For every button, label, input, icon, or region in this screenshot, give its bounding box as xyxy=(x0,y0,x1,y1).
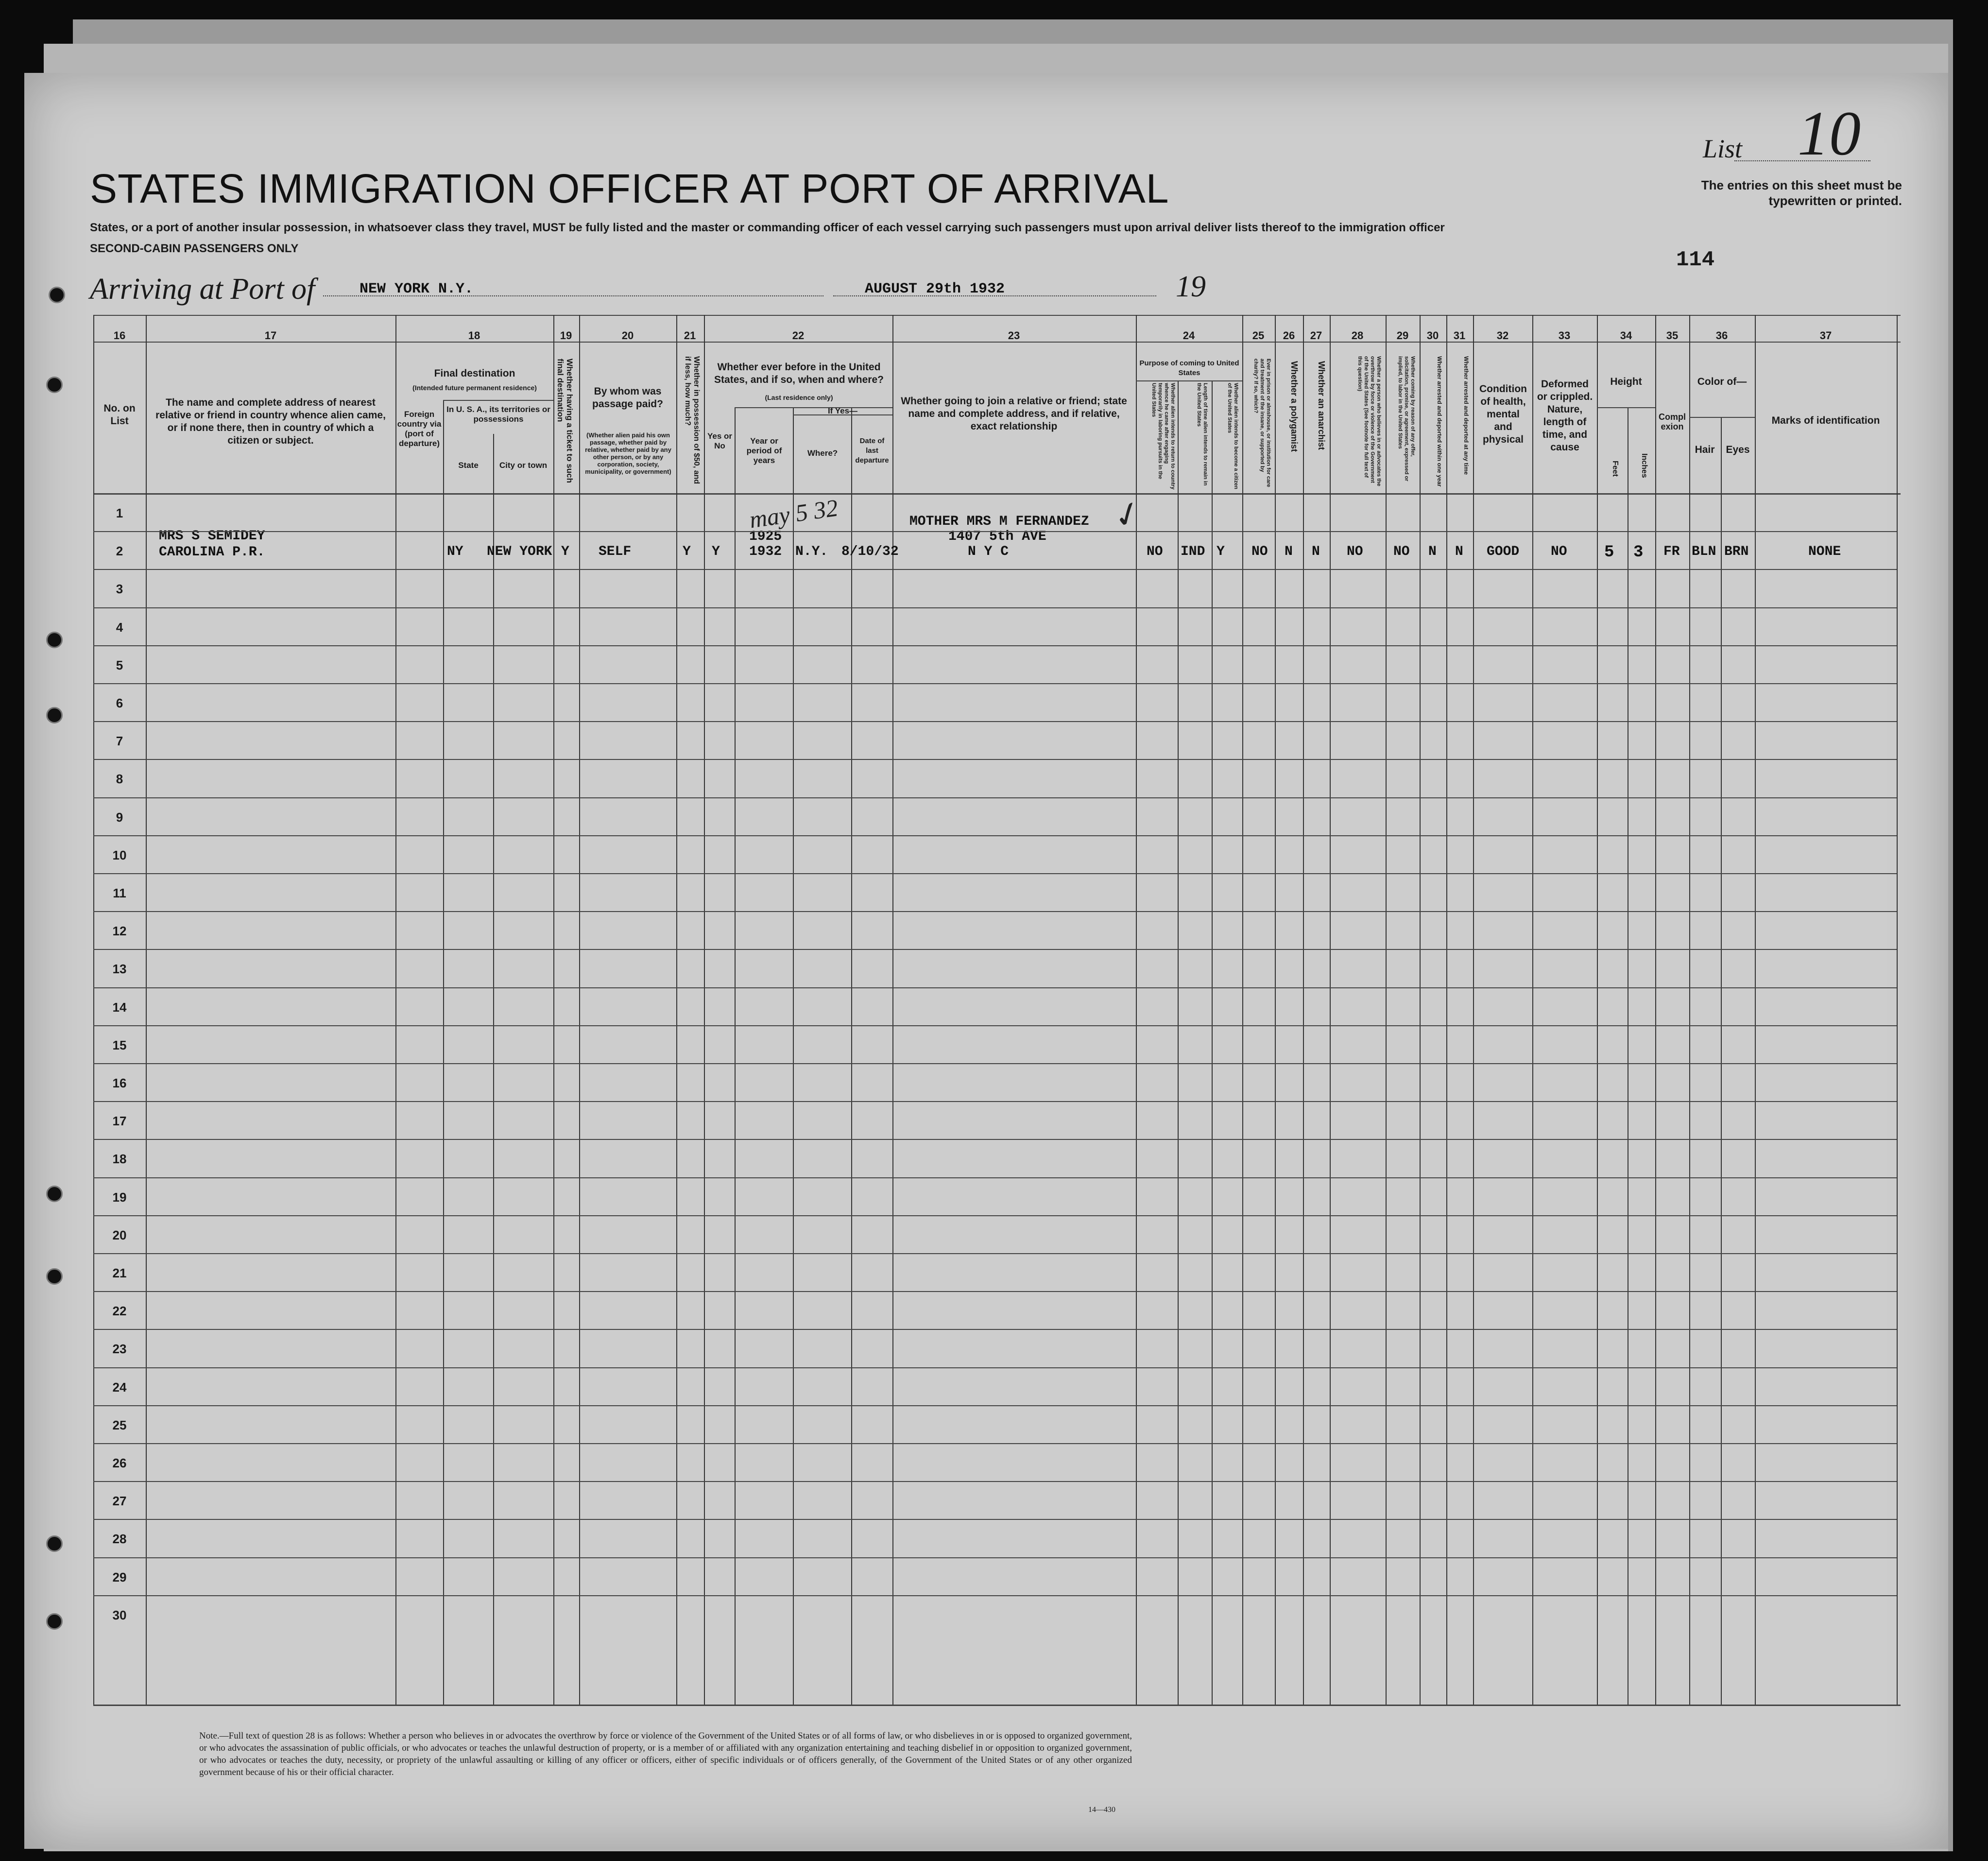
header-anarchist: Whether an anarchist xyxy=(1317,361,1326,450)
port-value: NEW YORK N.Y. xyxy=(360,281,474,297)
eyes-value: BRN xyxy=(1724,544,1749,559)
row-rule xyxy=(93,1177,1897,1178)
header-in-usa: In U. S. A., its territories or possessions xyxy=(446,405,550,424)
hair-value: BLN xyxy=(1692,544,1716,559)
col-line xyxy=(676,315,677,1705)
col-line xyxy=(1897,315,1898,1705)
row-rule xyxy=(93,1291,1897,1292)
col-line xyxy=(1473,315,1474,1705)
row-number: 26 xyxy=(112,1456,127,1470)
marks-value: NONE xyxy=(1808,544,1841,559)
col-number: 31 xyxy=(1453,329,1466,342)
header-prison: Ever in prison or almshouse, or institution for care and treatment of the insane, or supported by charity? If so, which? xyxy=(1253,359,1271,487)
col-number: 19 xyxy=(560,329,572,342)
list-label: List xyxy=(1703,134,1743,163)
row-number: 2 xyxy=(116,544,123,559)
header-before-in-us: Whether ever before in the United States, and if so, when and where? xyxy=(714,362,884,385)
binder-hole xyxy=(46,1535,63,1552)
sheet-number: 114 xyxy=(1676,248,1715,272)
col-line xyxy=(1178,380,1179,1705)
header-hair: Hair xyxy=(1695,444,1715,455)
col-number: 27 xyxy=(1310,329,1322,342)
col-line xyxy=(1532,315,1533,1705)
col-line xyxy=(1386,315,1387,1705)
col-line xyxy=(395,315,396,1705)
row-number: 21 xyxy=(112,1266,127,1280)
row-rule xyxy=(93,721,1897,722)
row-rule xyxy=(93,1215,1897,1216)
binder-hole xyxy=(49,287,65,303)
col-number: 34 xyxy=(1620,329,1632,342)
row-rule xyxy=(93,911,1897,912)
col-number: 33 xyxy=(1558,329,1571,342)
col-line xyxy=(493,434,494,1705)
row-rule xyxy=(93,1481,1897,1482)
form-title: STATES IMMIGRATION OFFICER AT PORT OF ARRIVAL xyxy=(90,166,1169,211)
row-number: 12 xyxy=(112,924,127,939)
arriving-label: Arriving at Port of xyxy=(90,273,315,306)
col-line xyxy=(146,315,147,1705)
col-line xyxy=(1303,315,1304,1705)
row-number: 25 xyxy=(112,1417,127,1432)
col-number: 18 xyxy=(468,329,480,342)
header-feet: Feet xyxy=(1611,461,1619,477)
row-rule xyxy=(93,1139,1897,1140)
row-number: 8 xyxy=(116,772,123,787)
join-line-2: 1407 5th AVE xyxy=(948,529,1046,544)
join-line-1: MOTHER MRS M FERNANDEZ xyxy=(909,514,1089,529)
row-number: 29 xyxy=(112,1569,127,1585)
row-rule xyxy=(93,1557,1897,1558)
row-number: 17 xyxy=(112,1114,127,1129)
col-number: 25 xyxy=(1252,329,1265,342)
col-line xyxy=(1446,315,1447,1705)
col-number: 30 xyxy=(1426,329,1439,342)
header-length-of-stay: Length of time alien intends to remain in the United States xyxy=(1196,383,1208,486)
polygamist-value: N xyxy=(1285,544,1293,559)
relative-name: MRS S SEMIDEY xyxy=(159,529,265,544)
col-line xyxy=(1212,380,1213,1705)
header-deported-any: Whether arrested and deported at any time xyxy=(1463,356,1470,475)
sub-rule xyxy=(1689,417,1755,418)
col-line xyxy=(1721,417,1722,1705)
header-purpose: Purpose of coming to United States xyxy=(1139,359,1239,377)
footnote: Note.—Full text of question 28 is as follows: Whether a person who believes in or advocates the overthrow by force or violence of the Government of the United States or of all forms of law, or who disbelieves in or is opposed to organized government, or who advocates the assassination of public officials, or who advocates or teaches the unlawful destruction of property, or is a member of or affiliated with any organization entertaining and teaching disbelief in or opposition to organized government, or who advocates or teaches the duty, necessity, or propriety of the unlawful assaulting or killing of any officer or officers, either of specific individuals or of officers generally, of the Government of the United States or of any other organized government because of his or their official character. xyxy=(199,1731,1132,1777)
where-value: N.Y. xyxy=(795,544,828,559)
deformed-value: NO xyxy=(1551,544,1567,559)
col-number: 35 xyxy=(1666,329,1679,342)
row-number: 11 xyxy=(113,886,126,900)
col-line xyxy=(1242,315,1243,1705)
col-number: 16 xyxy=(113,329,126,342)
row-number: 7 xyxy=(116,734,123,749)
check-mark: ✓ xyxy=(1108,493,1148,538)
years-value-a: 1925 xyxy=(749,529,782,544)
row-rule xyxy=(93,1443,1897,1444)
row-number: 16 xyxy=(112,1076,127,1090)
table-bottom-rule xyxy=(93,1705,1901,1706)
header-marks: Marks of identification xyxy=(1771,415,1880,426)
row-number: 28 xyxy=(112,1532,127,1547)
row-rule xyxy=(93,607,1897,608)
instruction-line: States, or a port of another insular possession, in whatsoever class they travel, MUST be fully listed and the master or commanding officer of each vessel carrying such passengers must upon arrival deliver lists thereof to the immigration officer xyxy=(90,221,1445,234)
return-intent-value: NO xyxy=(1147,544,1163,559)
prison-value: NO xyxy=(1251,544,1268,559)
header-year-period: Year or period of years xyxy=(746,436,782,465)
col-number: 21 xyxy=(684,329,696,342)
complexion-value: FR xyxy=(1663,544,1680,559)
dest-state: NY xyxy=(447,544,463,559)
header-final-destination: Final destination xyxy=(434,368,515,379)
header-final-destination-sub: (Intended future permanent residence) xyxy=(412,384,537,392)
header-height: Height xyxy=(1610,376,1642,387)
row-number: 19 xyxy=(112,1189,127,1205)
overthrow-value: NO xyxy=(1347,544,1363,559)
row-rule xyxy=(93,949,1897,950)
row-rule xyxy=(93,531,1897,532)
header-foreign-country: Foreign country via (port of departure) xyxy=(397,410,442,448)
col-line xyxy=(553,315,554,1705)
row-rule xyxy=(93,683,1897,684)
row-number: 9 xyxy=(116,810,123,825)
header-citizen-intent: Whether alien intends to become a citizen of the United States xyxy=(1227,383,1239,489)
form-number: 14—430 xyxy=(1088,1806,1115,1814)
col-number: 32 xyxy=(1496,329,1509,342)
row-rule xyxy=(93,1329,1897,1330)
row-number: 15 xyxy=(112,1037,127,1052)
col-number: 24 xyxy=(1183,329,1195,342)
row-number: 20 xyxy=(112,1227,127,1242)
header-labor-offer: Whether coming by reason of any offer, solicitation, promise, or agreement, expressed or implied, to labor in the United States xyxy=(1397,356,1416,482)
header-fifty-dollars: Whether in possession of $50, and if less, how much? xyxy=(684,356,701,484)
paid-by-value: SELF xyxy=(599,544,632,559)
row-rule xyxy=(93,1253,1897,1254)
col-line xyxy=(1755,315,1756,1705)
labor-offer-value: NO xyxy=(1393,544,1410,559)
header-inches: Inches xyxy=(1640,453,1648,478)
citizen-intent-value: Y xyxy=(1217,544,1225,559)
col-line xyxy=(735,407,736,1705)
row-rule xyxy=(93,1595,1897,1596)
header-where: Where? xyxy=(807,448,838,458)
row-number: 24 xyxy=(112,1379,127,1395)
header-relative-address: The name and complete address of nearest relative or friend in country whence alien came, or if none there, then in country of which a citizen or subject. xyxy=(155,397,386,446)
row-number: 18 xyxy=(112,1152,127,1167)
header-return-intent: Whether alien intends to return to country whence he came after engaging temporarily in laboring pursuits in the United States xyxy=(1151,383,1176,490)
sub-rule xyxy=(443,400,553,401)
col-line xyxy=(851,407,852,1705)
col-line xyxy=(1330,315,1331,1705)
header-state: State xyxy=(458,461,479,470)
row-rule xyxy=(93,987,1897,988)
row-rule xyxy=(93,1405,1897,1406)
col-number: 17 xyxy=(264,329,277,342)
binder-hole xyxy=(46,1613,63,1630)
col-number: 20 xyxy=(621,329,634,342)
col-line xyxy=(793,407,794,1705)
header-last-departure: Date of last departure xyxy=(855,437,889,465)
row-number: 6 xyxy=(116,696,123,710)
list-number: 10 xyxy=(1798,99,1861,169)
last-departure-value: 8/10/32 xyxy=(841,544,899,559)
row-rule xyxy=(93,835,1897,836)
row-rule xyxy=(93,1025,1897,1026)
header-eyes: Eyes xyxy=(1726,444,1750,455)
header-passage-paid-sub: (Whether alien paid his own passage, whether paid by relative, whether paid by any other person, or by any corporation, society, municipality, or government) xyxy=(585,431,671,475)
row-number: 10 xyxy=(112,847,127,862)
col-line xyxy=(443,400,444,1705)
binder-hole xyxy=(46,377,63,393)
col-number: 28 xyxy=(1351,329,1364,342)
col-number: 36 xyxy=(1715,329,1728,342)
col-line xyxy=(1420,315,1421,1705)
anarchist-value: N xyxy=(1312,544,1320,559)
row-number: 14 xyxy=(112,999,127,1015)
col-number: 22 xyxy=(792,329,805,342)
row-rule xyxy=(93,1101,1897,1102)
sub-rule xyxy=(1597,407,1655,408)
header-bottom-rule xyxy=(93,493,1901,495)
years-value-b: 1932 xyxy=(749,544,782,559)
col-line xyxy=(1655,315,1656,1705)
header-complexion: Complexion xyxy=(1659,412,1686,431)
relative-address: CAROLINA P.R. xyxy=(159,545,265,560)
header-if-yes: If Yes— xyxy=(827,406,858,415)
header-color-of: Color of— xyxy=(1697,376,1747,387)
binder-hole xyxy=(46,1186,63,1202)
header-overthrow: Whether a person who believes in or advocates the overthrow by force or violence of the Government of the United States (See footnote for full text of this question) xyxy=(1357,356,1382,486)
dest-city: NEW YORK xyxy=(487,544,552,559)
year-prefix: 19 xyxy=(1176,270,1206,303)
join-line-3: N Y C xyxy=(968,544,1009,559)
header-before-in-us-sub: (Last residence only) xyxy=(765,394,833,401)
row-rule xyxy=(93,759,1897,760)
deported-any-value: N xyxy=(1455,544,1463,559)
row-rule xyxy=(93,569,1897,570)
arrival-date: AUGUST 29th 1932 xyxy=(865,281,1005,297)
header-polygamist: Whether a polygamist xyxy=(1289,361,1299,452)
table-top-rule xyxy=(93,315,1901,316)
header-city: City or town xyxy=(499,461,548,470)
entries-note: The entries on this sheet must be typewritten or printed. xyxy=(1701,178,1902,208)
col-number: 37 xyxy=(1819,329,1832,342)
before-in-us-value: Y xyxy=(712,544,720,559)
row-number: 3 xyxy=(116,582,123,597)
health-value: GOOD xyxy=(1487,544,1520,559)
binder-hole xyxy=(46,632,63,648)
row-rule xyxy=(93,873,1897,874)
col-line xyxy=(704,315,705,1705)
header-deported-1yr: Whether arrested and deported within one year xyxy=(1436,356,1443,487)
col-number: 23 xyxy=(1008,329,1020,342)
row-number: 13 xyxy=(112,962,127,977)
binder-hole xyxy=(46,707,63,724)
row-rule xyxy=(93,1063,1897,1064)
row-number: 27 xyxy=(112,1494,127,1509)
fifty-dollars-value: Y xyxy=(683,544,691,559)
row-number: 30 xyxy=(112,1607,127,1622)
deported-1yr-value: N xyxy=(1428,544,1437,559)
row-number: 4 xyxy=(116,620,123,635)
header-no-on-list: No. on List xyxy=(103,403,136,427)
handwritten-date: may 5 32 xyxy=(747,494,840,534)
col-number: 26 xyxy=(1283,329,1295,342)
col-line xyxy=(1689,315,1690,1705)
row-number: 23 xyxy=(112,1342,127,1357)
row-rule xyxy=(93,1367,1897,1368)
col-line xyxy=(1597,315,1598,1705)
feet-value: 5 xyxy=(1604,543,1614,562)
col-line xyxy=(579,315,580,1705)
header-health: Condition of health, mental and physical xyxy=(1479,383,1527,445)
binder-hole xyxy=(46,1268,63,1285)
header-yes-no: Yes or No xyxy=(707,431,733,450)
col-line xyxy=(892,315,893,1705)
ticket-value: Y xyxy=(561,544,569,559)
row-number: 5 xyxy=(116,657,123,672)
row-rule xyxy=(93,1519,1897,1520)
header-deformed: Deformed or crippled. Nature, length of time, and cause xyxy=(1537,379,1593,453)
row-number: 1 xyxy=(116,506,123,520)
inches-value: 3 xyxy=(1633,543,1644,562)
length-of-stay-value: IND xyxy=(1181,544,1205,559)
row-number: 22 xyxy=(112,1304,127,1319)
row-rule xyxy=(93,645,1897,646)
manifest-table xyxy=(93,315,1901,1705)
header-passage-paid: By whom was passage paid? xyxy=(592,386,663,410)
cabin-class: SECOND-CABIN PASSENGERS ONLY xyxy=(90,242,299,255)
col-line xyxy=(1275,315,1276,1705)
header-join-relative: Whether going to join a relative or friend; state name and complete address, and if relative, exact relationship xyxy=(901,396,1127,432)
col-number: 29 xyxy=(1396,329,1409,342)
row-rule xyxy=(93,797,1897,798)
header-ticket: Whether having a ticket to such final destination xyxy=(556,359,574,483)
sub-rule xyxy=(1136,380,1242,381)
